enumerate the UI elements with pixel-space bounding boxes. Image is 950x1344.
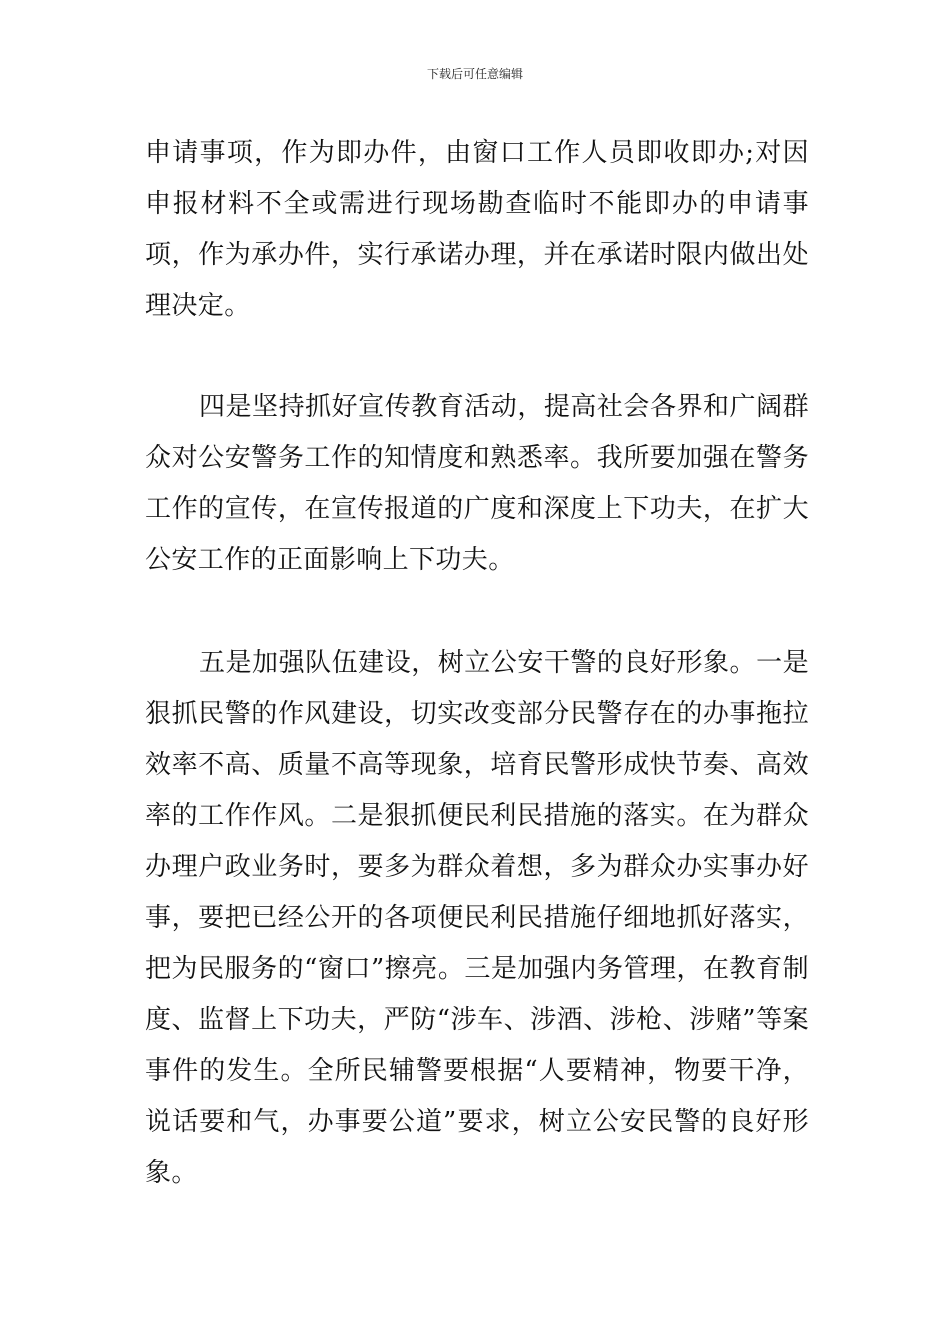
paragraph-point-four: 四是坚持抓好宣传教育活动，提高社会各界和广阔群众对公安警务工作的知情度和熟悉率。我所要加强在警务工作的宣传，在宣传报道的广度和深度上下功夫，在扩大公安工作的正面影响上下功夫。 [145, 392, 809, 575]
document-body [145, 128, 809, 1199]
paragraph-continuation: 申请事项，作为即办件，由窗口工作人员即收即办;对因申报材料不全或需进行现场勘查临时不能即办的申请事项，作为承办件，实行承诺办理，并在承诺时限内做出处理决定。 [145, 138, 809, 321]
header-note: 下载后可任意编辑 [426, 67, 523, 81]
paragraph-point-five: 五是加强队伍建设，树立公安干警的良好形象。一是狠抓民警的作风建设，切实改变部分民警存在的办事拖拉效率不高、质量不高等现象，培育民警形成快节奏、高效率的工作作风。二是狠抓便民利民措施的落实。在为群众办理户政业务时，要多为群众着想，多为群众办实事办好事，要把已经公开的各项便民利民措施仔细地抓好落实，把为民服务的“窗口”擦亮。三是加强内务管理，在教育制度、监督上下功夫，严防“涉车、涉酒、涉枪、涉赌”等案事件的发生。全所民辅警要根据“人要精神，物要干净，说话要和气，办事要公道”要求，树立公安民警的良好形象。 [145, 648, 809, 1188]
paragraph-gap [145, 332, 809, 382]
paragraph-gap [145, 586, 809, 638]
